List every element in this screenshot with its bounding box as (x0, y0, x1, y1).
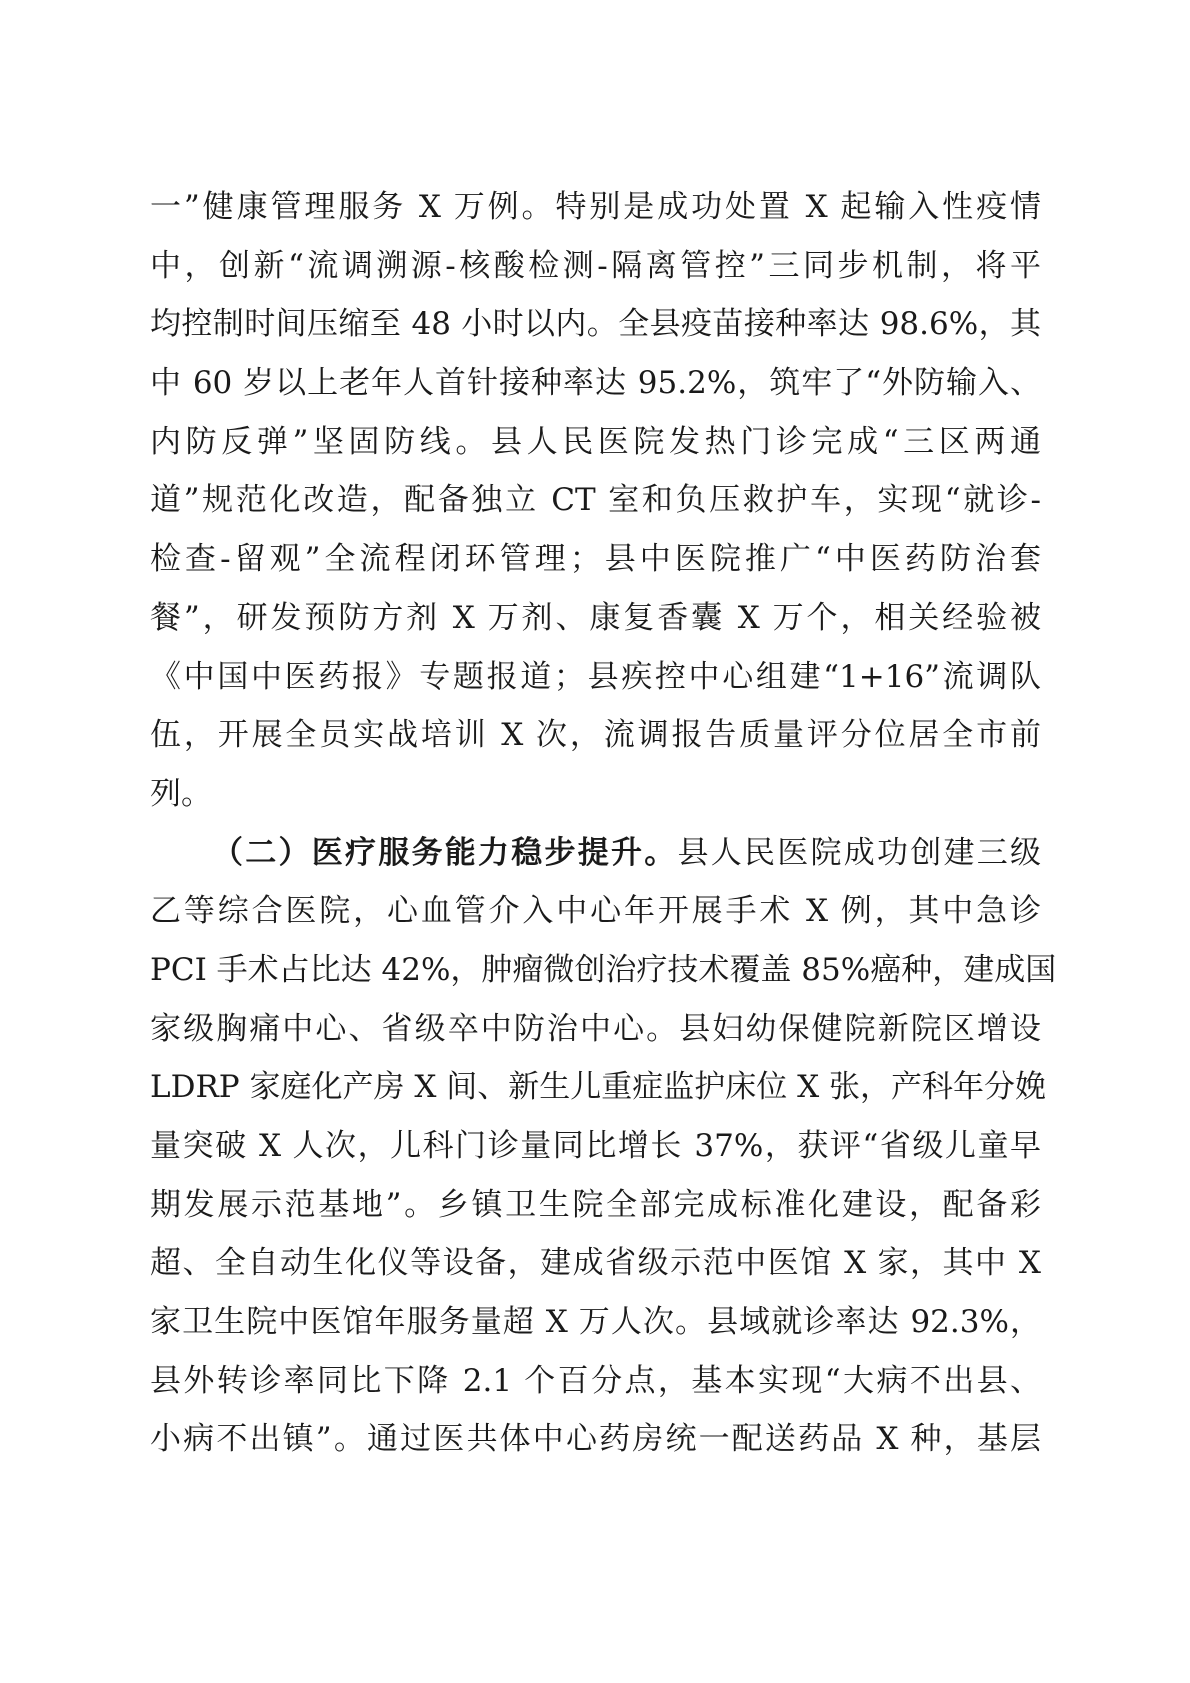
text-line: 乙等综合医院，心血管介入中心年开展手术 X 例，其中急诊 (150, 893, 1041, 930)
text-line: 一”健康管理服务 X 万例。特别是成功处置 X 起输入性疫情 (150, 189, 1041, 225)
text-line: 中，创新“流调溯源-核酸检测-隔离管控”三同步机制，将平 (150, 247, 1041, 284)
text-line: LDRP 家庭化产房 X 间、新生儿重症监护床位 X 张，产科年分娩 (150, 1069, 1047, 1106)
text-line: 均控制时间压缩至 48 小时以内。全县疫苗接种率达 98.6%，其 (150, 306, 1041, 343)
text-line: 伍，开展全员实战培训 X 次，流调报告质量评分位居全市前 (150, 717, 1041, 754)
text-line: 家级胸痛中心、省级卒中防治中心。县妇幼保健院新院区增设 (150, 1010, 1041, 1047)
paragraph-epidemic-control (150, 178, 1041, 824)
text-line: 小病不出镇”。通过医共体中心药房统一配送药品 X 种，基层 (150, 1421, 1041, 1458)
text-line: 县外转诊率同比下降 2.1 个百分点，基本实现“大病不出县、 (150, 1362, 1041, 1399)
paragraph-medical-service (150, 824, 1057, 1470)
text-line: 超、全自动生化仪等设备，建成省级示范中医馆 X 家，其中 X (150, 1245, 1041, 1282)
document-body (150, 178, 1057, 1469)
section-heading-line (150, 824, 1041, 883)
text-segment: 县人民医院成功创建三级 (677, 834, 1041, 871)
text-line: 家卫生院中医馆年服务量超 X 万人次。县域就诊率达 92.3%， (150, 1304, 1041, 1341)
section-heading: （二）医疗服务能力稳步提升。 (212, 834, 678, 871)
text-line: 量突破 X 人次，儿科门诊量同比增长 37%，获评“省级儿童早 (150, 1128, 1041, 1164)
text-line: 内防反弹”坚固防线。县人民医院发热门诊完成“三区两通 (150, 423, 1041, 460)
text-line: 《中国中医药报》专题报道；县疾控中心组建“1+16”流调队 (150, 658, 1041, 695)
text-line: 中 60 岁以上老年人首针接种率达 95.2%，筑牢了“外防输入、 (150, 365, 1041, 402)
text-line: 列。 (150, 775, 212, 812)
text-line: 道”规范化改造，配备独立 CT 室和负压救护车，实现“就诊- (150, 482, 1041, 519)
text-line: 检查-留观”全流程闭环管理；县中医院推广“中医药防治套 (150, 541, 1041, 578)
text-line: 期发展示范基地”。乡镇卫生院全部完成标准化建设，配备彩 (150, 1186, 1041, 1223)
text-line: PCI 手术占比达 42%，肿瘤微创治疗技术覆盖 85%癌种，建成国 (150, 951, 1057, 988)
text-line: 餐”，研发预防方剂 X 万剂、康复香囊 X 万个，相关经验被 (150, 599, 1041, 636)
